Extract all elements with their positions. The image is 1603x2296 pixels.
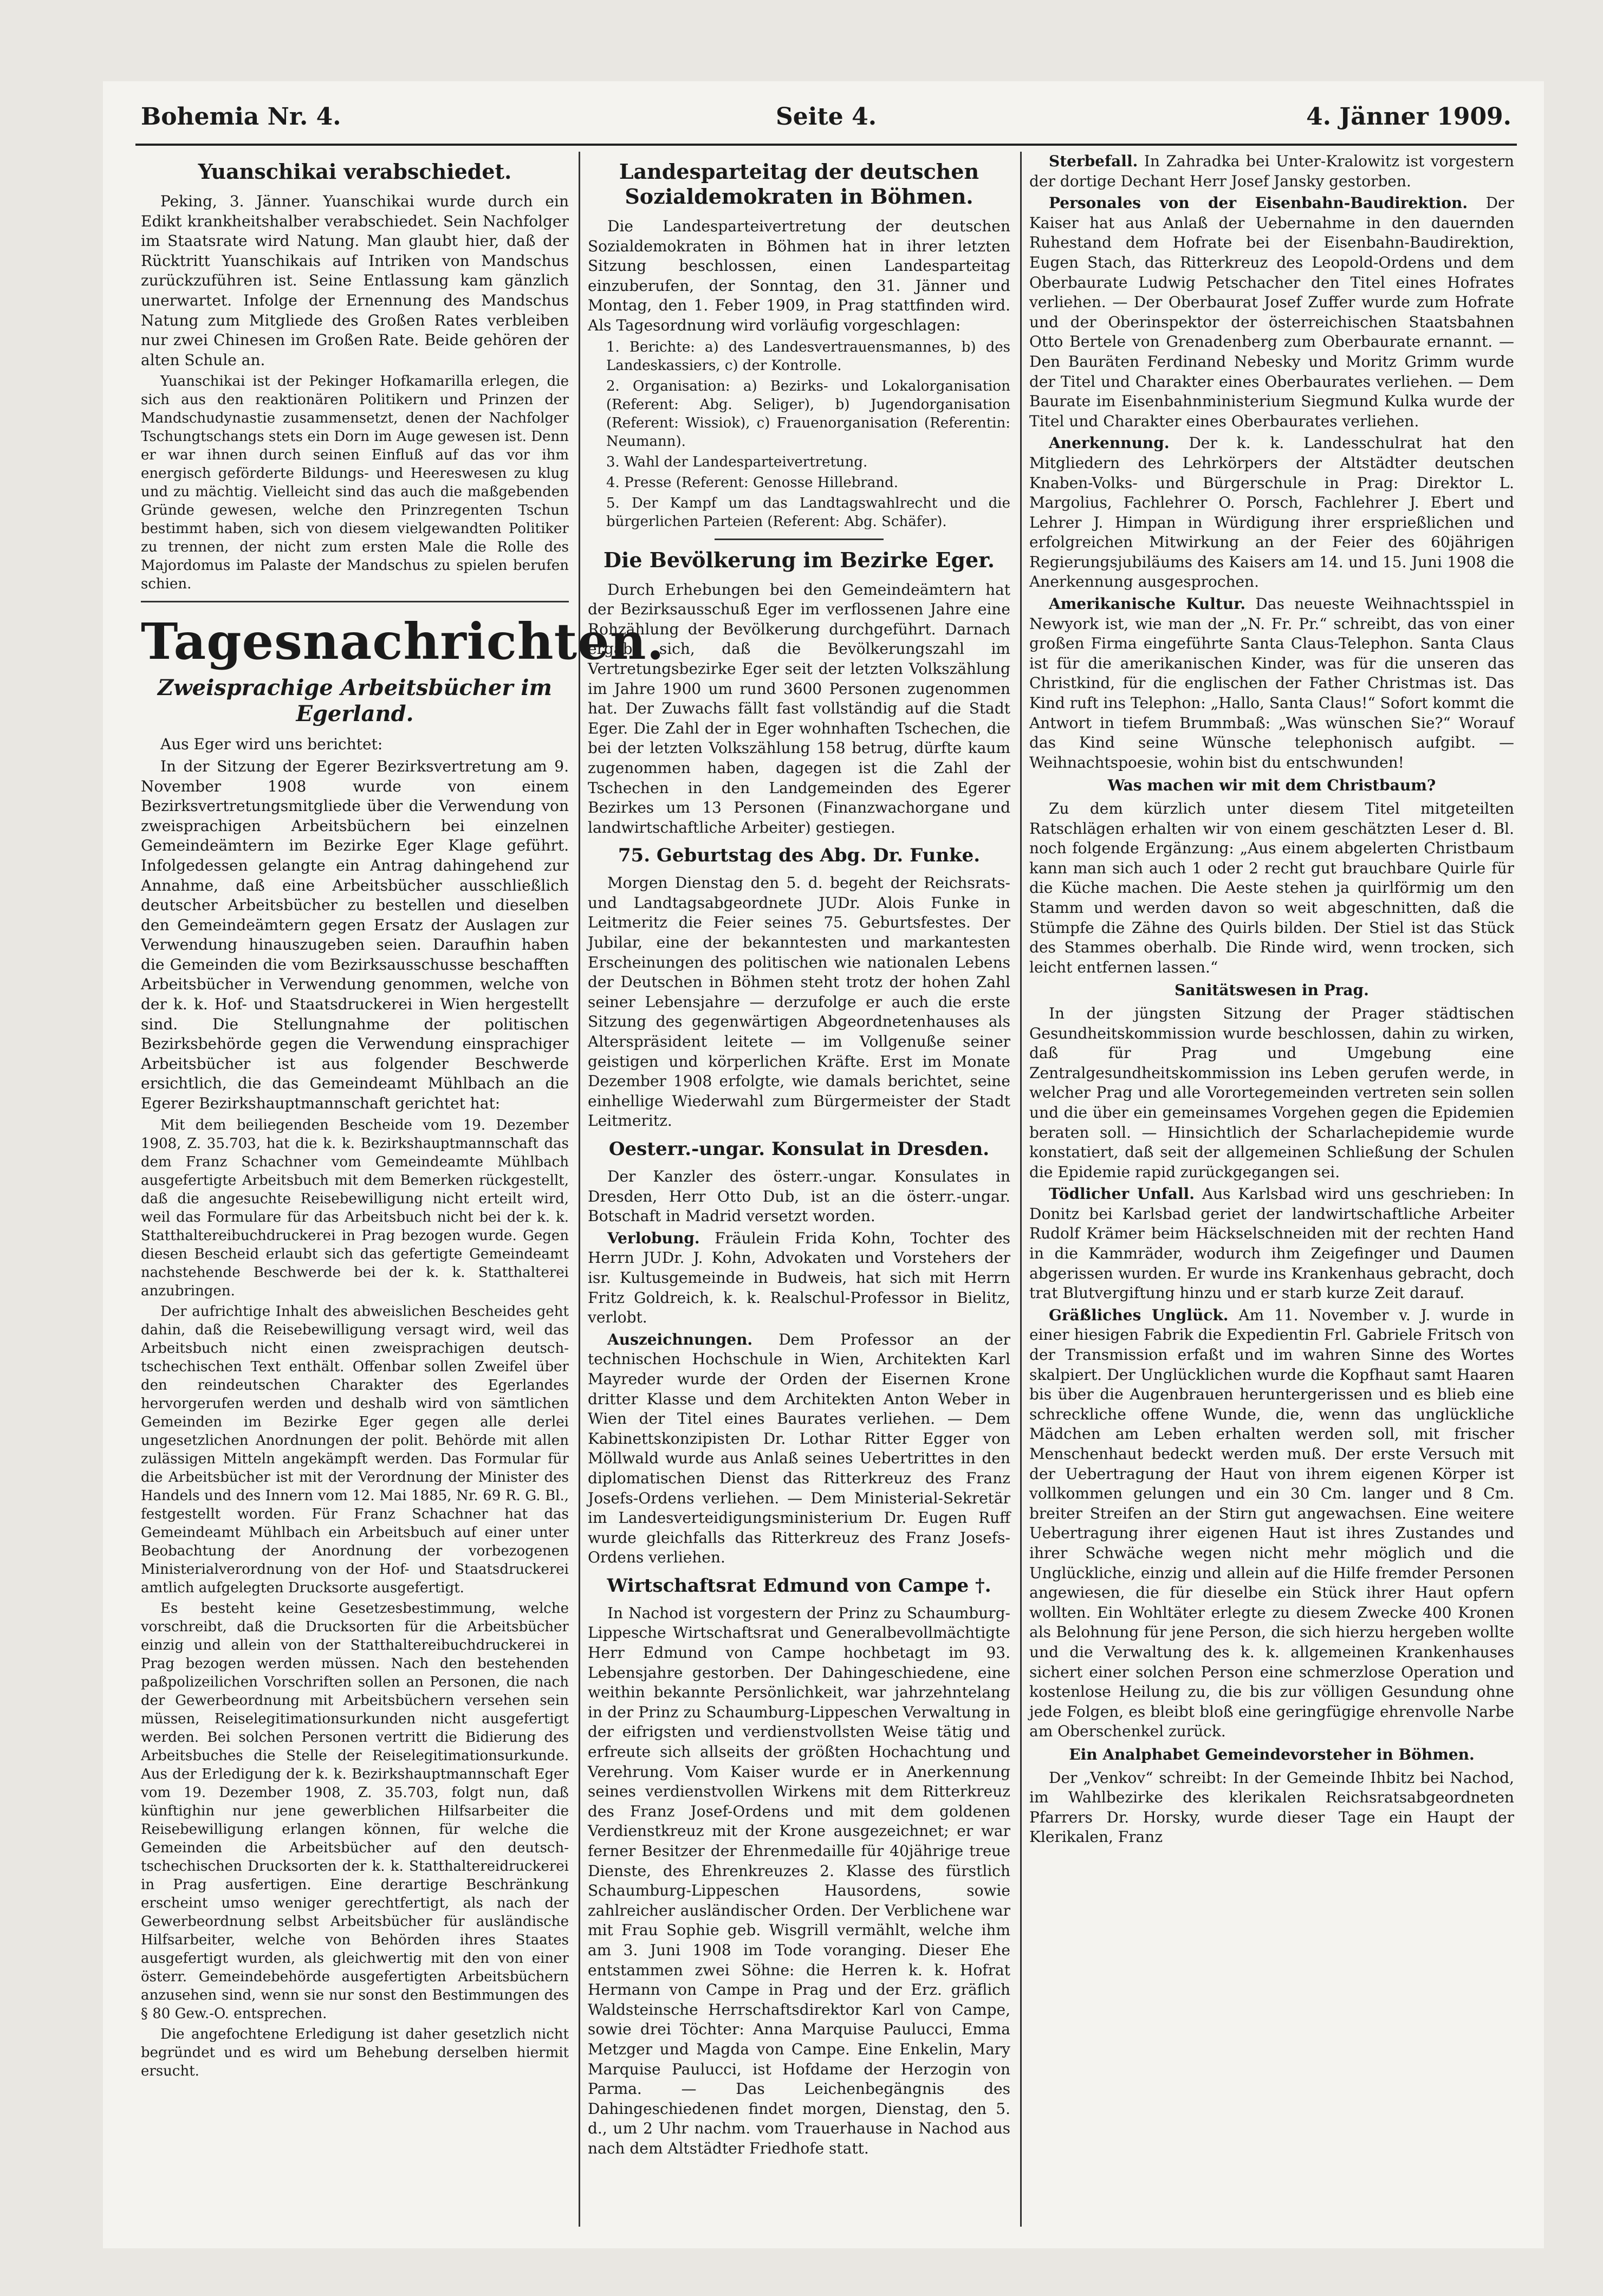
- column-3: [1029, 152, 1514, 2227]
- article-paragraph: [1029, 1306, 1514, 1742]
- article-title: Ein Analphabet Gemeindevorsteher in Böhmen.: [1069, 1745, 1475, 1763]
- article-title: 75. Geburtstag des Abg. Dr. Funke.: [618, 845, 981, 867]
- article-paragraph: Der „Venkov“ schreibt: In der Gemeinde Ihbitz bei Nachod, im Wahlbezirke des klerikalen Reichsratsabgeordneten Pfarrers Dr. Horsky, wurde dieser Tage ein Haupt der Klerikalen, Franz: [1029, 1768, 1514, 1846]
- header-rule: [135, 144, 1517, 146]
- article-paragraph: Peking, 3. Jänner. Yuanschikai wurde durch ein Edikt krankheitshalber verabschiedet. Sein Nachfolger im Staatsrate wird Natung. Man glaubt hier, daß der Rücktritt Yuanschikais auf Intriken von Mandschus zurückzuführen ist. Seine Entlassung kam gänzlich unerwartet. Infolge der Ernennung des Mandschus Natung zum Mitgliede des Großen Rates verbleiben nur zwei Chinesen im Großen Rate. Beide gehören der alten Schule an.: [141, 192, 569, 369]
- article-text: Aus Karlsbad wird uns geschrieben: In Donitz bei Karlsbad geriet der landwirtschaftliche Arbeiter Rudolf Krämer beim Häckselschneiden mit der rechten Hand in die Kammräder, wodurch ihm Zeigefinger und Daumen abgerissen wurden. Er wurde ins Krankenhaus gebracht, doch trat Blutvergiftung hinzu und er starb kurze Zeit darauf.: [1029, 1185, 1515, 1302]
- article-lead: Sterbefall.: [1049, 152, 1138, 170]
- list-item: 3. Wahl der Landesparteivertretung.: [606, 453, 868, 470]
- column-divider: [579, 152, 580, 2227]
- article-paragraph: In Nachod ist vorgestern der Prinz zu Schaumburg-Lippesche Wirtschaftsrat und Generalbevollmächtigte Herr Edmund von Campe hochbetagt im 93. Lebensjahre gestorben. Der Dahingeschiedene, eine weithin bekannte Persönlichkeit, war jahrzehntelang in der Prinz zu Schaumburg-Lippeschen Verwaltung in der eifrigsten und verdienstvollsten Weise tätig und erfreute sich allseits der größten Hochachtung und Verehrung. Vom Kaiser wurde er in Anerkennung seines verdienstvollen Wirkens mit dem Ritterkreuz des Franz Josef-Ordens und mit dem goldenen Verdienstkreuz mit der Krone ausgezeichnet; er war ferner Besitzer der Ehrenmedaille für 40jährige treue Dienste, des Ehrenkreuzes 2. Klasse des fürstlich Schaumburg-Lippeschen Hausordens, sowie zahlreicher ausländischer Orden. Der Verblichene war mit Frau Sophie geb. Wisgrill vermählt, welche ihm am 3. Juni 1908 im Tode voranging. Dieser Ehe entstammen zwei Söhne: die Herren k. k. Hofrat Hermann von Campe in Prag und der Erz. gräflich Waldsteinsche Herrschaftsdirektor Karl von Campe, sowie drei Töchter: Anna Marquise Paulucci, Emma Metzger und Magda von Campe. Eine Enkelin, Mary Marquise Paulucci, ist Hofdame der Herzogin von Parma. — Das Leichenbegängnis des Dahingeschiedenen findet morgen, Dienstag, den 5. d., um 2 Uhr nachm. vom Trauerhause in Nachod aus nach dem Altstädter Friedhofe statt.: [588, 1604, 1010, 2157]
- article-paragraph: [1029, 193, 1514, 431]
- article-text: Das neueste Weihnachtsspiel in Newyork ist, wie man der „N. Fr. Pr.“ schreibt, das von einer großen Firma eingeführte Santa Claus-Telephon. Santa Claus ist für die amerikanischen Kinder, was für die unseren das Christkind, für die englischen der Father Christmas ist. Das Kind ruft ins Telephon: „Hallo, Santa Claus!“ Sofort kommt die Antwort in tiefem Brummbaß: „Was wünschen Sie?“ Worauf das Kind seine Wünsche telephonisch aufgibt. — Weihnachtspoesie, wohin bist du entschwunden!: [1029, 595, 1515, 771]
- article-text: Am 11. November v. J. wurde in einer hiesigen Fabrik die Expedientin Frl. Gabriele Fritsch von der Transmission erfaßt und im wahren Sinne des Wortes skalpiert. Der Unglücklichen wurde die Kopfhaut samt Haaren bis über die Augenbrauen heruntergerissen und es blieb eine schreckliche offene Wunde, die, wenn das unglückliche Mädchen am Leben erhalten werden soll, mit frischer Menschenhaut bedeckt werden muß. Der erste Versuch mit der Uebertragung der Haut von ihrem eigenen Körper ist vollkommen gelungen und ein 30 Cm. langer und 8 Cm. breiter Streifen an der Stirn gut angewachsen. Eine weitere Uebertragung ihrer eigenen Haut ist ihres Zustandes und ihrer Schwäche wegen nicht mehr möglich und die Unglückliche, einzig und allein auf die Hilfe fremder Personen angewiesen, die für dieselbe ein Stück ihrer Haut opfern wollten. Ein Wohltäter erlegte zu diesem Zwecke 400 Kronen als Belohnung für jene Person, die sich hierzu hergeben wollte und die Verwaltung des k. k. allgemeinen Krankenhauses sichert einer solchen Person eine schmerzlose Operation und kostenlose Heilung zu, die bis zur völligen Gesundung ohne jede Folgen, es bleibt bloß eine geringfügige ehrenvolle Narbe am Oberschenkel zurück.: [1029, 1306, 1515, 1741]
- newspaper-page: [103, 81, 1544, 2248]
- article-title: Sanitätswesen in Prag.: [1174, 981, 1369, 1000]
- article-text: Der Kaiser hat aus Anlaß der Uebernahme in den dauernden Ruhestand dem Hofrate bei der Eisenbahn-Baudirektion, Eugen Stach, das Ritterkreuz des Leopold-Ordens und dem Oberbaurate Ludwig Petschacher den Titel eines Hofrates verliehen. — Der Oberbaurat Josef Zuffer wurde zum Hofrate und der Oberinspektor der österreichischen Staatsbahnen Otto Bertele von Grenadenberg zum Oberbaurate ernannt. — Den Bauräten Ferdinand Nebesky und Moritz Grimm wurde der Titel und Charakter eines Oberbaurates verliehen. — Dem Baurate im Eisenbahnministerium Siegmund Kulka wurde der Titel und Charakter eines Oberbaurates verliehen.: [1029, 194, 1514, 430]
- article-paragraph: Die angefochtene Erledigung ist daher gesetzlich nicht begründet und es wird um Behebung derselben hiermit ersucht.: [141, 2026, 569, 2079]
- article-lead: Anerkennung.: [1049, 434, 1170, 452]
- article-paragraph: [588, 1229, 1010, 1328]
- article-paragraph: Morgen Dienstag den 5. d. begeht der Reichsrats- und Landtagsabgeordnete JUDr. Alois Funke in Leitmeritz die Feier seines 75. Geburtsfestes. Der Jubilar, eine der bekanntesten und markantesten Erscheinungen des politischen wie nationalen Lebens der Deutschen in Böhmen steht trotz der hohen Zahl seiner Lebensjahre — derzufolge er auch die erste Sitzung des gegenwärtigen Abgeordnetenhauses als Alterspräsident leitete — im Vollgenuße seiner geistigen und körperlichen Kräfte. Erst im Monate Dezember 1908 erfolgte, wie damals berichtet, seine einhellige Wiederwahl zum Bürgermeister der Stadt Leitmeritz.: [588, 874, 1010, 1130]
- article-paragraph: [1029, 152, 1514, 191]
- article-paragraph: Yuanschikai ist der Pekinger Hofkamarilla erlegen, die sich aus den reaktionären Politikern und Prinzen der Mandschudynastie zusammensetzt, denen der Nachfolger Tschungtschangs stets ein Dorn im Auge gewesen ist. Denn er war ihnen durch seinen Einfluß auf das vor ihm energisch geförderte Bildungs- und Heereswesen zu klug und zu mächtig. Vielleicht sind das auch die maßgebenden Gründe gewesen, welche den Prinzregenten Tschun bestimmt haben, sich von diesem vielgewandten Politiker zu trennen, der nicht zum ersten Male die Rolle des Majordomus im Palaste der Mandschus zu spielen berufen schien.: [141, 373, 569, 593]
- article-paragraph: [1029, 433, 1514, 592]
- article-paragraph: Es besteht keine Gesetzesbestimmung, welche vorschreibt, daß die Drucksorten für die Arbeitsbücher einzig und allein von der Statthaltereibuchdruckerei in Prag bezogen werden müssen. Nach den bestehenden paßpolizeilichen Vorschriften sollen an Personen, die nach der Gewerbeordnung mit Arbeitsbüchern versehen sein müssen, Reiselegitimationsurkunden nicht ausgefertigt werden. Bei solchen Personen vertritt die Bidierung des Arbeitsbuches die Stelle der Reiselegitimationsurkunde. Aus der Erledigung der k. k. Bezirkshauptmannschaft Eger vom 19. Dezember 1908, Z. 35.703, folgt nun, daß künftighin nur jene gewerblichen Hilfsarbeiter die Reisebewilligung erlangen können, für welche die Gemeinden die Arbeitsbücher auf den deutsch-tschechischen Drucksorten der k. k. Statthaltereidruckerei in Prag ausfertigen. Eine derartige Beschränkung erscheint umso weniger gerechtfertigt, als nach der Gewerbeordnung selbst Arbeitsbücher für ausländische Hilfsarbeiter, welche von Behörden ihres Staates ausgefertigt wurden, als gleichwertig mit den von einer österr. Gemeindebehörde ausgefertigten Arbeitsbüchern anzusehen sind, wenn sie nur sonst den Bestimmungen des § 80 Gew.-O. entsprechen.: [141, 1600, 569, 2022]
- article-lead: Auszeichnungen.: [607, 1330, 753, 1348]
- article-paragraph: Der aufrichtige Inhalt des abweislichen Bescheides geht dahin, daß die Reisebewilligung versagt wird, weil das Arbeitsbuch nicht einen zweisprachigen deutsch-tschechischen Text enthält. Offenbar sollen Zweifel über den reindeutschen Charakter des Egerlandes hervorgerufen werden und deshalb wird von sämtlichen Gemeinden im Bezirke Eger gegen alle derlei ungesetzlichen Anordnungen der polit. Behörde mit allen zulässigen Mitteln angekämpft werden. Das Formular für die Arbeitsbücher ist mit der Verordnung der Minister des Handels und des Innern vom 12. Mai 1885, Nr. 69 R. G. Bl., festgestellt worden. Für Franz Schachner hat das Gemeindeamt Mühlbach ein Arbeitsbuch auf einer unter Beobachtung der Anordnung der vorbezogenen Ministerialverordnung von der Hof- und Staatsdruckerei amtlich aufgelegten Drucksorte ausgefertigt.: [141, 1303, 569, 1596]
- article-lead: Verlobung.: [607, 1229, 700, 1247]
- list-item: 4. Presse (Referent: Genosse Hillebrand.: [606, 474, 898, 491]
- column-divider: [1020, 152, 1022, 2227]
- article-lead: Personales von der Eisenbahn-Baudirektion.: [1049, 194, 1468, 212]
- agenda-list: [588, 338, 1010, 531]
- article-lead: Gräßliches Unglück.: [1049, 1306, 1229, 1324]
- article-paragraph: Aus Eger wird uns berichtet:: [160, 735, 383, 754]
- article-title: Die Bevölkerung im Bezirke Eger.: [603, 547, 995, 572]
- article-title: Landesparteitag der deutschen Sozialdemokraten in Böhmen.: [619, 159, 979, 209]
- article-title: Yuanschikai verabschiedet.: [198, 159, 512, 184]
- article-title: Was machen wir mit dem Christbaum?: [1107, 776, 1436, 795]
- article-lead: Tödlicher Unfall.: [1049, 1185, 1195, 1203]
- list-item: 1. Berichte: a) des Landesvertrauensmannes, b) des Landeskassiers, c) der Kontrolle.: [606, 339, 1010, 374]
- article-paragraph: Zu dem kürzlich unter diesem Titel mitgeteilten Ratschlägen erhalten wir von einem geschätzten Leser d. Bl. noch folgende Ergänzung: „Aus einem abgelerten Christbaum kann man sich auch 1 oder 2 recht gut brauchbare Quirle für die Küche machen. Die Aeste stehen ja quirlförmig um den Stamm und werden davon so weit abgeschnitten, daß die Stümpfe die Zähne des Quirls bilden. Der Stiel ist das Stück des Stammes oberhalb. Die Rinde wird, wenn trocken, sich leicht entfernen lassen.“: [1029, 800, 1514, 976]
- article-paragraph: [1029, 594, 1514, 773]
- header-publication: Bohemia Nr. 4.: [141, 103, 341, 131]
- section-title: Tagesnachrichten.: [141, 612, 665, 671]
- column-2: [588, 152, 1010, 2227]
- section-rule: [141, 601, 569, 602]
- article-title: Oesterr.-ungar. Konsulat in Dresden.: [608, 1138, 990, 1160]
- article-paragraph: In der jüngsten Sitzung der Prager städtischen Gesundheitskommission wurde beschlossen, dahin zu wirken, daß für Prag und Umgebung eine Zentralgesundheitskommission ins Leben gerufen werde, in welcher Prag und alle Vorortegemeinden vertreten sein sollen und die über ein gemeinsames Vorgehen gegen die Epidemien beraten soll. — Hinsichtlich der Scharlachepidemie wurde konstatiert, daß seit der allgemeinen Schließung der Schulen die Epidemie rapid zurückgegangen sei.: [1029, 1004, 1514, 1181]
- article-text: Dem Professor an der technischen Hochschule in Wien, Architekten Karl Mayreder wurde der Orden der Eisernen Krone dritter Klasse und dem Architekten Anton Weber in Wien der Titel eines Baurates verliehen. — Dem Kabinettskonzipisten Dr. Lothar Ritter Egger von Möllwald wurde aus Anlaß seines Uebertrittes in den diplomatischen Dienst das Ritterkreuz des Franz Josefs-Ordens verliehen. — Dem Ministerial-Sekretär im Landesverteidigungsministerium Dr. Eugen Ruff wurde gleichfalls das Ritterkreuz des Franz Josefs-Ordens verliehen.: [588, 1330, 1011, 1567]
- article-paragraph: Durch Erhebungen bei den Gemeindeämtern hat der Bezirksausschuß Eger im verflossenen Jahre eine Rohzählung der Bevölkerung durchgeführt. Darnach ergab sich, daß die Bevölkerungszahl im Vertretungsbezirke Eger seit der letzten Volkszählung im Jahre 1900 um rund 3600 Personen zugenommen hat. Der Zuwachs fällt fast vollständig auf die Stadt Eger. Die Zahl der in Eger wohnhaften Tschechen, die bei der letzten Volkszählung 158 betrug, dürfte kaum zugenommen haben, dagegen ist die Zahl der Tschechen in den Landgemeinden des Egerer Bezirkes um 13 Personen (Finanzwachorgane und landwirtschaftliche Arbeiter) gestiegen.: [588, 580, 1010, 836]
- article-text: Fräulein Frida Kohn, Tochter des Herrn JUDr. J. Kohn, Advokaten und Vorstehers der isr. Kultusgemeinde in Budweis, hat sich mit Herrn Fritz Goldreich, k. k. Realschul-Professor in Bielitz, verlobt.: [588, 1229, 1010, 1327]
- article-paragraph: [1029, 1184, 1514, 1303]
- list-item: 2. Organisation: a) Bezirks- und Lokalorganisation (Referent: Abg. Seliger), b) Jugendorganisation (Referent: Wissiok), c) Frauenorganisation (Referentin: Neumann).: [606, 378, 1010, 450]
- article-paragraph: Mit dem beiliegenden Bescheide vom 19. Dezember 1908, Z. 35.703, hat die k. k. Bezirkshauptmannschaft das dem Franz Schachner vom Gemeindeamte Mühlbach ausgefertigte Arbeitsbuch mit dem Bemerken rückgestellt, daß die angesuchte Reisebewilligung nicht erteilt wird, weil das Formulare für das Arbeitsbuch nicht bei der k. k. Statthaltereibuchdruckerei in Prag bezogen wurde. Gegen diesen Bescheid erlaubt sich das gefertigte Gemeindeamt nachstehende Beschwerde bei der k. k. Statthalterei anzubringen.: [141, 1117, 569, 1299]
- article-paragraph: In der Sitzung der Egerer Bezirksvertretung am 9. November 1908 wurde von einem Bezirksvertretungsmitgliede über die Verwendung von zweisprachigen Arbeitsbüchern bei einzelnen Gemeindeämtern im Bezirke Eger Klage geführt. Infolgedessen gelangte ein Antrag dahingehend zur Annahme, daß eine Arbeitsbücher ausschließlich deutscher Arbeitsbücher zu bestellen und dieselben den Gemeindeämtern gegen Ersatz der Auslagen zur Verwendung hinauszugeben seien. Daraufhin haben die Gemeinden die vom Bezirksausschusse beschafften Arbeitsbücher in Verwendung genommen, welche von der k. k. Hof- und Staatsdruckerei in Wien hergestellt sind. Die Stellungnahme der politischen Bezirksbehörde gegen die Verwendung einsprachiger Arbeitsbücher ist aus folgender Beschwerde ersichtlich, die das Gemeindeamt Mühlbach an die Egerer Bezirkshauptmannschaft gerichtet hat:: [141, 757, 569, 1113]
- article-paragraph: [588, 1330, 1010, 1568]
- article-text: Der k. k. Landesschulrat hat den Mitgliedern des Lehrkörpers der Altstädter deutschen Knaben-Volks- und Bürgerschule in Prag: Direktor L. Margolius, Fachlehrer O. Porsch, Fachlehrer J. Ebert und Lehrer J. Himpan in Würdigung ihrer ersprießlichen und erfolgreichen Mitwirkung an der Feier des 60jährigen Regierungsjubiläums des Kaisers am 14. und 15. Juni 1908 die Anerkennung ausgesprochen.: [1029, 434, 1514, 591]
- list-item: 5. Der Kampf um das Landtagswahlrecht und die bürgerlichen Parteien (Referent: Abg. Schäfer).: [606, 495, 1010, 530]
- article-lead: Amerikanische Kultur.: [1049, 595, 1246, 613]
- article-title: Zweisprachige Arbeitsbücher im Egerland.: [158, 675, 552, 727]
- article-paragraph: Die Landesparteivertretung der deutschen Sozialdemokraten in Böhmen hat in ihrer letzten Sitzung beschlossen, einen Landesparteitag einzuberufen, der Sonntag, den 31. Jänner und Montag, den 1. Feber 1909, in Prag stattfinden wird. Als Tagesordnung wird vorläufig vorgeschlagen:: [588, 217, 1010, 334]
- article-paragraph: Der Kanzler des österr.-ungar. Konsulates in Dresden, Herr Otto Dub, ist an die österr.-ungar. Botschaft in Madrid versetzt worden.: [588, 1168, 1010, 1225]
- header-date: 4. Jänner 1909.: [1306, 103, 1511, 131]
- header-page-number: Seite 4.: [775, 103, 877, 131]
- page-header: [141, 103, 1511, 146]
- article-title: Wirtschaftsrat Edmund von Campe †.: [607, 1574, 991, 1597]
- section-rule: [715, 539, 884, 540]
- article-text: In Zahradka bei Unter-Kralowitz ist vorgestern der dortige Dechant Herr Josef Jansky gestorben.: [1029, 152, 1514, 190]
